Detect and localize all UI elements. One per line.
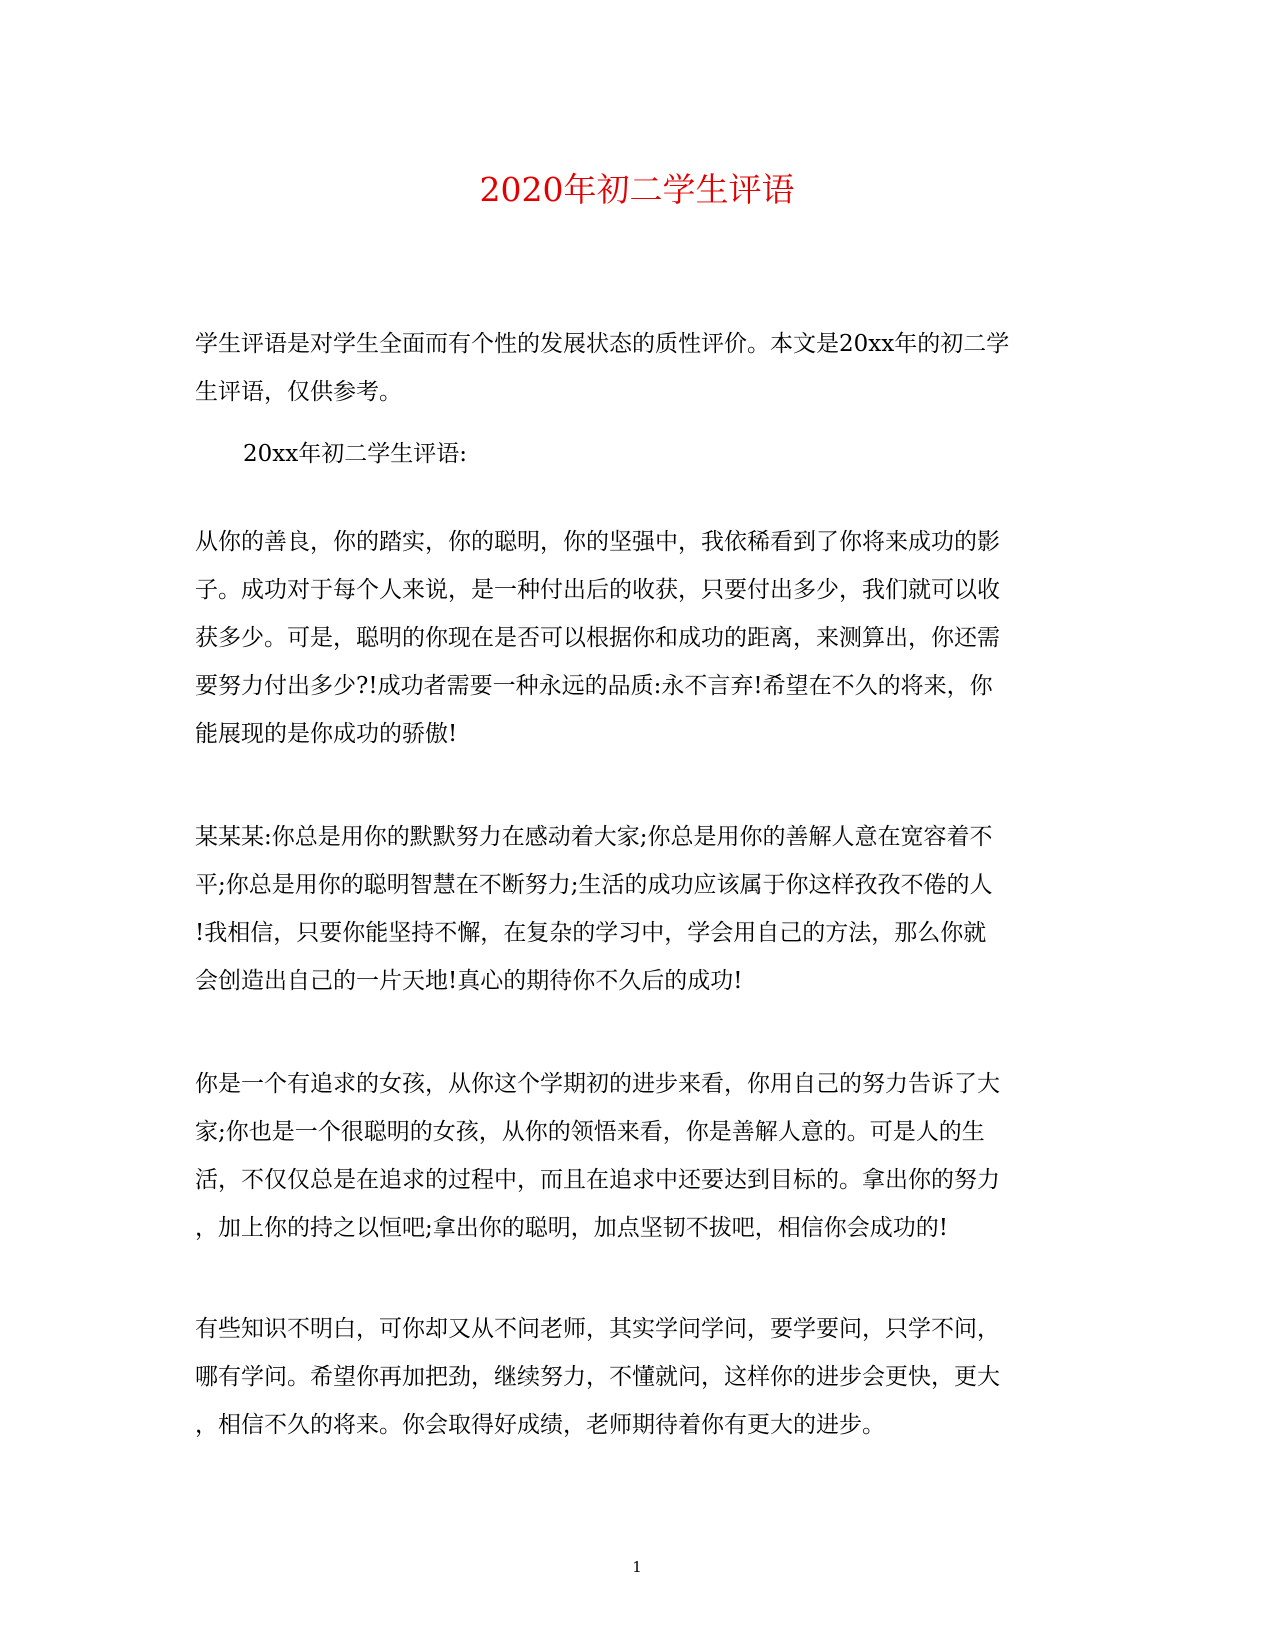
comment-paragraph-3: 你是一个有追求的女孩，从你这个学期初的进步来看，你用自己的努力告诉了大 家;你也是一个很聪明的女孩，从你的领悟来看，你是善解人意的。可是人的生 活，不仅仅总是在追求的过程中，而且在追求中还要达到目标的。拿出你的努力 ，加上你的持之以恒吧;拿出你的聪明，加点坚韧不拔吧，相信你会成功的! xyxy=(195,1071,1000,1241)
section-subheading: 20xx年初二学生评语: xyxy=(243,441,467,467)
comment-paragraph-2: 某某某:你总是用你的默默努力在感动着大家;你总是用你的善解人意在宽容着不 平;你总是用你的聪明智慧在不断努力;生活的成功应该属于你这样孜孜不倦的人 !我相信，只要你能坚持不懈，在复杂的学习中，学会用自己的方法，那么你就 会创造出自己的一片天地!真心的期待你不久后的成功! xyxy=(195,824,993,994)
comment-paragraph-4: 有些知识不明白，可你却又从不问老师，其实学问学问，要学要问，只学不问， 哪有学问。希望你再加把劲，继续努力，不懂就问，这样你的进步会更快，更大 ，相信不久的将来。你会取得好成绩，老师期待着你有更大的进步。 xyxy=(195,1316,1000,1438)
page-number: 1 xyxy=(632,1558,642,1576)
intro-paragraph: 学生评语是对学生全面而有个性的发展状态的质性评价。本文是20xx年的初二学 生评语，仅供参考。 xyxy=(195,331,1010,405)
comment-paragraph-1: 从你的善良，你的踏实，你的聪明，你的坚强中，我依稀看到了你将来成功的影 子。成功对于每个人来说，是一种付出后的收获，只要付出多少，我们就可以收 获多少。可是，聪明的你现在是否可以根据你和成功的距离，来测算出，你还需 要努力付出多少?!成功者需要一种永远的品质:永不言弃!希望在不久的将来，你 能展现的是你成功的骄傲! xyxy=(195,529,1000,747)
document-title: 2020年初二学生评语 xyxy=(479,170,795,209)
